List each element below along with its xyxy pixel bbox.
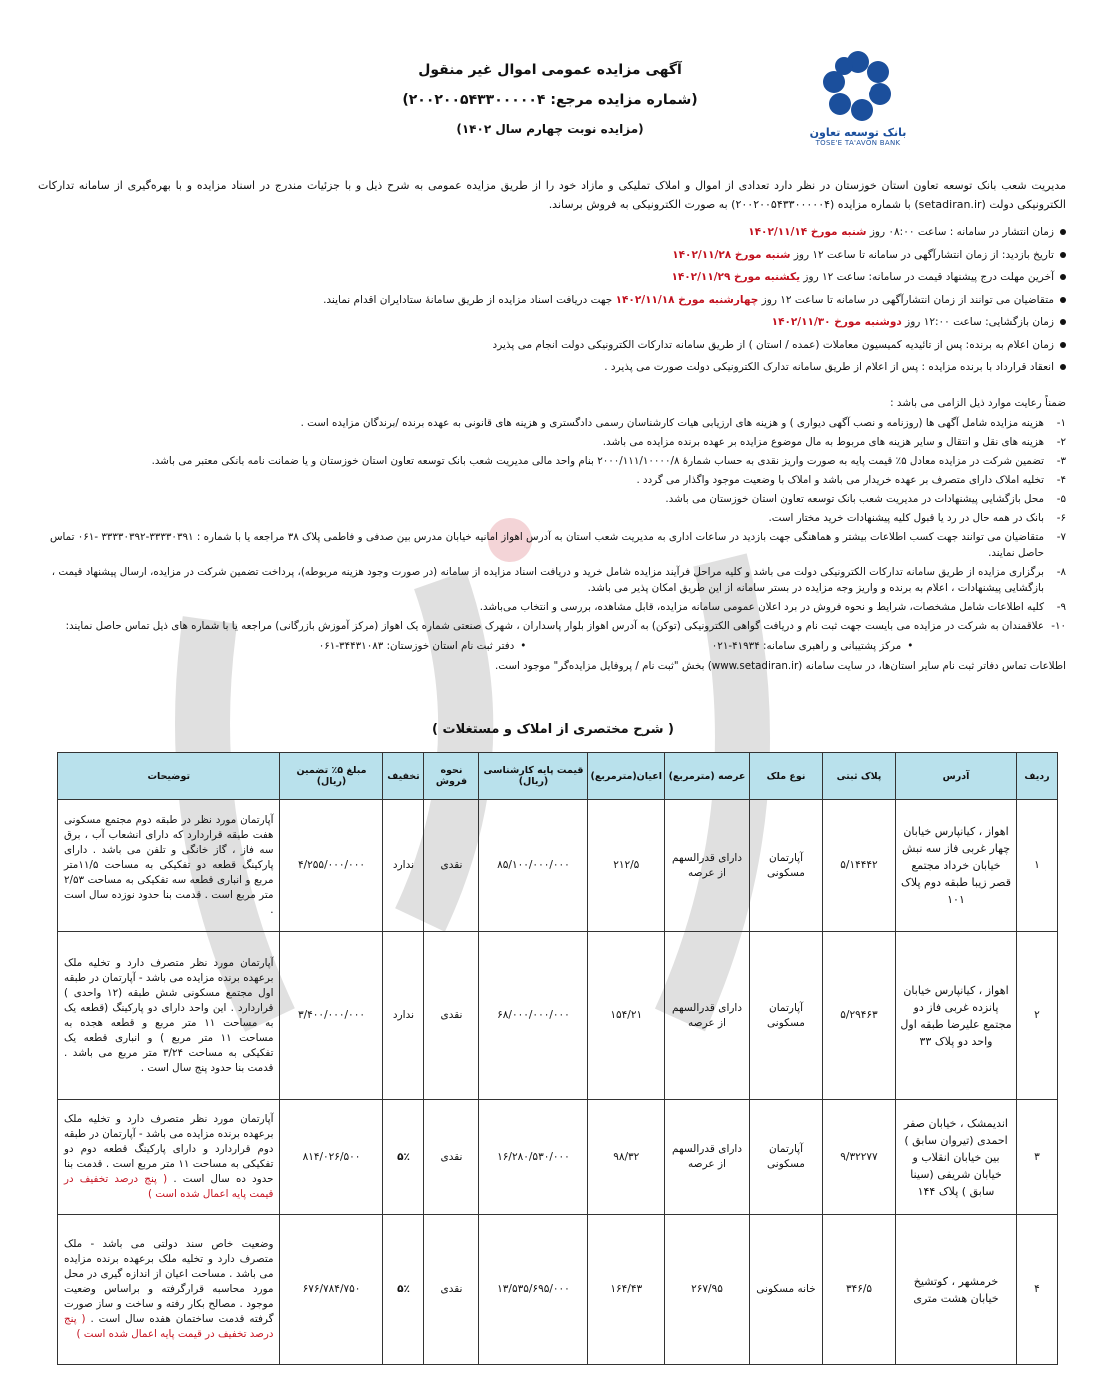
term-number: ۵-	[1056, 493, 1066, 505]
term-text: هزینه مزایده شامل آگهی ها (روزنامه و نصب آگهی دیواری ) و هزینه های ارزیابی هیات کارشناسان رسمی دادگستری و هزینه های قانونی به عهده برنده /برندگان مزایده است .	[300, 417, 1044, 429]
building-cell: ۹۸/۳۲	[588, 1100, 665, 1215]
contact-numbers	[226, 638, 1006, 654]
terms-intro: ضمناً رعایت موارد ذیل الزامی می باشد :	[890, 397, 1066, 409]
term-item	[38, 564, 1066, 596]
col-base-price: قیمت پایه کارشناسی (ریال)	[479, 753, 588, 800]
schedule-date: شنبه مورخ ۱۴۰۲/۱۱/۲۸	[672, 248, 791, 261]
bank-name-fa: بانک توسعه تعاون	[809, 126, 907, 139]
schedule-date: شنبه مورخ ۱۴۰۲/۱۱/۱۴	[748, 226, 867, 238]
term-number: ۹-	[1056, 601, 1066, 613]
plaque-cell: ۹/۳۲۲۷۷	[823, 1100, 896, 1215]
base-price-cell: ۸۵/۱۰۰/۰۰۰/۰۰۰	[479, 800, 588, 932]
discount-cell: ندارد	[383, 800, 424, 932]
row-number: ۱	[1017, 800, 1058, 932]
schedule-item	[38, 266, 1066, 289]
building-cell: ۱۶۴/۴۳	[588, 1215, 665, 1365]
col-row: ردیف	[1017, 753, 1058, 800]
term-text: متقاضیان می توانند جهت کسب اطلاعات بیشتر و هماهنگی جهت بازدید در ساعات اداری به مدیریت شعب استان به آدرس اهواز امانیه خیابان مدرس بین صدفی و فاطمی پلاک ۳۸ مراجعه یا با شماره : ۳۳۳۳۰۳۹۱-۳۳۳۳۰۳۹۲ -۰۶۱ تماس حاصل نمایند.	[49, 531, 1044, 559]
row-number: ۳	[1017, 1100, 1058, 1215]
address-cell: اندیمشک ، خیابان صفر احمدی (تیروان سابق ) بین خیابان انقلاب و خیابان شریفی (سینا سابق ) پلاک ۱۴۴	[896, 1100, 1017, 1215]
discount-note: ( پنج درصد تخفیف در قیمت پایه اعمال شده است )	[64, 1173, 274, 1200]
schedule-text: متقاضیان می توانند از زمان انتشارآگهی در سامانه تا ساعت ۱۲ روز	[761, 293, 1054, 306]
description-cell	[58, 800, 280, 932]
bank-logo	[808, 48, 908, 147]
col-building: اعیان(مترمربع)	[588, 753, 665, 800]
term-text: بانک در همه حال در رد یا قبول کلیه پیشنهادات خرید مختار است.	[768, 512, 1044, 524]
discount-cell: ۵٪	[383, 1215, 424, 1365]
building-cell: ۱۵۴/۲۱	[588, 932, 665, 1100]
bullet-icon	[1060, 297, 1066, 303]
table-row	[58, 1100, 1058, 1215]
schedule-item	[38, 289, 1066, 312]
sale-cell: نقدی	[424, 932, 479, 1100]
term-item	[38, 618, 1066, 634]
guarantee-cell: ۳/۴۰۰/۰۰۰/۰۰۰	[280, 932, 383, 1100]
row-number: ۲	[1017, 932, 1058, 1100]
description-text: وضعیت خاص سند دولتی می باشد - ملک متصرف دارد و تخلیه ملک برعهده برنده مزایده می باشد . مساحت اعیان از اندازه گیری در محل مورد محاسبه قرارگرفته و براساس وضعیت موجود . مصالح بکار رفته و ساخت و ساز صورت گرفته قدمت ساختمان هفده سال است .	[64, 1238, 274, 1325]
flower-logo-icon	[820, 48, 896, 124]
terms-list	[38, 395, 1066, 674]
description-text: آپارتمان مورد نظر متصرف دارد و تخلیه ملک برعهده برنده مزایده می باشد - آپارتمان در طبقه دوم قراردارد و دارای پارکینگ قطعه دوم دو تفکیکی به مساحت ۱۱ متر مربع است . قدمت بنا حدود ده سال است .	[64, 1113, 274, 1185]
notice-title: آگهی مزایده عمومی اموال غیر منقول	[418, 62, 682, 78]
schedule-item	[38, 221, 1066, 244]
schedule-text: زمان بازگشایی: ساعت ۱۲:۰۰ روز	[905, 316, 1054, 328]
col-sale: نحوه فروش	[424, 753, 479, 800]
description-cell	[58, 1215, 280, 1365]
term-item	[38, 529, 1066, 561]
schedule-item	[38, 244, 1066, 267]
schedule-date: یکشنبه مورخ ۱۴۰۲/۱۱/۲۹	[671, 271, 801, 283]
plaque-cell: ۵/۲۹۴۶۳	[823, 932, 896, 1100]
schedule-list	[38, 221, 1066, 379]
col-guarantee: مبلغ ۵٪ تضمین (ریال)	[280, 753, 383, 800]
bullet-icon	[1060, 364, 1066, 370]
row-number: ۴	[1017, 1215, 1058, 1365]
term-number: ۷-	[1056, 531, 1066, 543]
term-item	[38, 434, 1066, 450]
bullet-icon	[1060, 274, 1066, 280]
sale-cell: نقدی	[424, 1100, 479, 1215]
intro-paragraph: مدیریت شعب بانک توسعه تعاون استان خوزستان در نظر دارد تعدادی از اموال و املاک تملیکی و مازاد خود را از طریق مزایده عمومی به شرح ذیل و با جزئیات مندرج در اسناد مزایده و با بهره‌گیری از سامانه تدارکات الکترونیکی دولت (setadiran.ir) با شماره مزایده (۲۰۰۲۰۰۵۴۳۳۰۰۰۰۰۴) به صورت الکترونیکی به فروش برساند.	[38, 179, 1066, 211]
building-cell: ۲۱۲/۵	[588, 800, 665, 932]
land-cell: دارای قدرالسهم از عرصه	[665, 1100, 750, 1215]
term-item	[38, 510, 1066, 526]
schedule-date: دوشنبه مورخ ۱۴۰۲/۱۱/۳۰	[771, 316, 902, 328]
sale-cell: نقدی	[424, 1215, 479, 1365]
term-text: کلیه اطلاعات شامل مشخصات، شرایط و نحوه فروش در برد اعلان عمومی سامانه مزایده، قابل مشاهده، بررسی و انتخاب می‌باشد.	[479, 601, 1044, 613]
schedule-item	[38, 311, 1066, 334]
description-text: آپارتمان مورد نظر متصرف دارد و تخلیه ملک برعهده برنده مزایده می باشد - آپارتمان در طبقه اول مجتمع مسکونی شش طبقه (۱۲ واحدی ) قراردارد . این واحد دارای دو پارکینگ (قطعه یک به مساحت ۱۱ متر مربع و قطعه هجده به مساحت ۱۱ متر مربع ) و انباری قطعه یک تفکیکی به مساحت ۳/۲۴ متر مربع می باشد . قدمت بنا حدود پنج سال است .	[64, 956, 274, 1074]
table-row	[58, 1215, 1058, 1365]
term-text: علاقمندان به شرکت در مزایده می بایست جهت ثبت نام و دریافت گواهی الکترونیکی (توکن) به آدرس اهواز بلوار پاسداران ، شهرک صنعتی شماره یک اهواز (مرکز آموزش بازرگانی) مراجعه یا با شماره های ذیل تماس حاصل نمایند:	[65, 620, 1044, 632]
address-cell: اهواز ، کیانپارس خیابان پانزده غربی فاز دو مجتمع علیرضا طبقه اول واحد دو پلاک ۳۳	[896, 932, 1017, 1100]
bullet-icon	[1060, 319, 1066, 325]
notice-header	[330, 62, 770, 136]
term-item	[38, 599, 1066, 615]
col-type: نوع ملک	[750, 753, 823, 800]
term-item	[38, 472, 1066, 488]
col-discount: تخفیف	[383, 753, 424, 800]
reference-number: (شماره مزایده مرجع: ۲۰۰۲۰۰۵۴۳۳۰۰۰۰۰۴)	[402, 92, 698, 108]
term-number: ۲-	[1056, 436, 1066, 448]
address-cell: خرمشهر ، کوتشیخ خیابان هشت متری	[896, 1215, 1017, 1365]
col-address: آدرس	[896, 753, 1017, 800]
term-item	[38, 453, 1066, 469]
base-price-cell: ۱۳/۵۳۵/۶۹۵/۰۰۰	[479, 1215, 588, 1365]
col-plaque: پلاک ثبتی	[823, 753, 896, 800]
type-cell: آپارتمان مسکونی	[750, 1100, 823, 1215]
term-number: ۱-	[1056, 417, 1066, 429]
schedule-item	[38, 334, 1066, 357]
term-text: برگزاری مزایده از طریق سامانه تدارکات الکترونیکی دولت می باشد و کلیه مراحل فرآیند مزایده شامل خرید و دریافت اسناد مزایده از سامانه (در صورت وجود هزینه مربوطه)، پرداخت تضمین شرکت در مزایده، ارسال پیشنهاد قیمت ، بازگشایی پیشنهادات ، اعلام به برنده و واریز وجه مزایده در بستر سامانه از این طریق امکان پذیر می باشد.	[51, 566, 1044, 594]
support-contact: • مرکز پشتیبانی و راهبری سامانه: ۴۱۹۳۴-۰۲۱	[712, 638, 914, 654]
schedule-text: تاریخ بازدید: از زمان انتشارآگهی در سامانه تا ساعت ۱۲ روز	[793, 248, 1054, 261]
description-text: آپارتمان مورد نظر در طبقه دوم مجتمع مسکونی هفت طبقه قراردارد که دارای انشعاب آب ، برق سه فاز ، گاز خانگی و تلفن می باشد . دارای پارکینگ قطعه دو تفکیکی به مساحت ۱۱/۵متر مربع و انباری قطعه سه تفکیکی به مساحت ۲/۵۳ متر مربع است . قدمت بنا حدود نوزده سال است .	[64, 814, 274, 916]
table-row	[58, 932, 1058, 1100]
other-offices-note: اطلاعات تماس دفاتر ثبت نام سایر استان‌ها، در سایت سامانه (www.setadiran.ir) بخش "ثبت نام / پروفایل مزایده‌گر" موجود است.	[495, 660, 1066, 672]
sale-cell: نقدی	[424, 800, 479, 932]
land-cell: دارای قدرالسهم از عرصه	[665, 800, 750, 932]
term-text: تخلیه املاک دارای متصرف بر عهده خریدار می باشد و املاک با وضعیت موجود واگذار می گردد .	[636, 474, 1044, 486]
guarantee-cell: ۶۷۶/۷۸۴/۷۵۰	[280, 1215, 383, 1365]
type-cell: آپارتمان مسکونی	[750, 932, 823, 1100]
term-text: هزینه های نقل و انتقال و سایر هزینه های مربوط به مال موضوع مزایده بر عهده برنده مزایده می باشد.	[602, 436, 1044, 448]
bullet-icon	[1060, 342, 1066, 348]
description-cell	[58, 932, 280, 1100]
discount-note: ( پنج درصد تخفیف در قیمت پایه اعمال شده است )	[64, 1313, 274, 1340]
bank-name-en: TOSE'E TA'AVON BANK	[815, 139, 901, 147]
term-number: ۴-	[1056, 474, 1066, 486]
type-cell: آپارتمان مسکونی	[750, 800, 823, 932]
bullet-icon	[1060, 252, 1066, 258]
summary-title: ( شرح مختصری از املاک و مستغلات )	[432, 722, 674, 737]
discount-cell: ۵٪	[383, 1100, 424, 1215]
col-description: توضیحات	[58, 753, 280, 800]
schedule-text: زمان اعلام به برنده: پس از تائیدیه کمیسیون معاملات (عمده / استان ) از طریق سامانه تدارکات الکترونیکی دولت انجام می پذیرد	[492, 338, 1054, 351]
land-cell: دارای قدرالسهم از عرصه	[665, 932, 750, 1100]
term-number: ۸-	[1056, 566, 1066, 578]
bullet-icon	[1060, 229, 1066, 235]
guarantee-cell: ۸۱۴/۰۲۶/۵۰۰	[280, 1100, 383, 1215]
term-number: ۳-	[1056, 455, 1066, 467]
term-text: محل بازگشایی پیشنهادات در مدیریت شعب بانک توسعه تعاون استان خوزستان می باشد.	[665, 493, 1044, 505]
term-item	[38, 415, 1066, 431]
address-cell: اهواز ، کیانپارس خیابان چهار غربی فاز سه نبش خیابان خرداد مجتمع قصر زیبا طبقه دوم پلاک ۱۰۱	[896, 800, 1017, 932]
term-number: ۶-	[1056, 512, 1066, 524]
schedule-text: زمان انتشار در سامانه : ساعت ۰۸:۰۰ روز	[869, 226, 1054, 238]
col-land: عرصه (مترمربع)	[665, 753, 750, 800]
guarantee-cell: ۴/۲۵۵/۰۰۰/۰۰۰	[280, 800, 383, 932]
term-item	[38, 491, 1066, 507]
term-text: تضمین شرکت در مزایده معادل ۵٪ قیمت پایه به صورت واریز نقدی به حساب شمارهٔ ۲۰۰۰/۱۱۱/۱۰۰۰۰/۸ بنام واحد مالی مدیریت شعب بانک توسعه تعاون استان خوزستان و یا ضمانت نامه بانکی معتبر می باشد.	[151, 455, 1044, 467]
description-cell	[58, 1100, 280, 1215]
table-row	[58, 800, 1058, 932]
plaque-cell: ۳۴۶/۵	[823, 1215, 896, 1365]
schedule-date: چهارشنبه مورخ ۱۴۰۲/۱۱/۱۸	[615, 293, 759, 306]
properties-table	[57, 752, 1058, 1365]
discount-cell: ندارد	[383, 932, 424, 1100]
schedule-suffix: جهت دریافت اسناد مزایده از طریق سامانهٔ ستادایران اقدام نمایند.	[323, 293, 613, 306]
table-header-row	[58, 753, 1058, 800]
plaque-cell: ۵/۱۴۴۴۲	[823, 800, 896, 932]
auction-round: (مزایده نوبت چهارم سال ۱۴۰۲)	[456, 122, 644, 136]
land-cell: ۲۶۷/۹۵	[665, 1215, 750, 1365]
schedule-text: انعقاد قرارداد با برنده مزایده : پس از اعلام از طریق سامانه تدارک الکترونیکی دولت صورت می پذیرد .	[604, 361, 1054, 373]
type-cell: خانه مسکونی	[750, 1215, 823, 1365]
base-price-cell: ۱۶/۲۸۰/۵۳۰/۰۰۰	[479, 1100, 588, 1215]
schedule-item	[38, 356, 1066, 379]
term-number: ۱۰-	[1051, 620, 1066, 632]
khuzestan-office-contact: • دفتر ثبت نام استان خوزستان: ۳۴۴۳۱۰۸۳-۰۶۱	[319, 638, 527, 654]
schedule-text: آخرین مهلت درج پیشنهاد قیمت در سامانه: ساعت ۱۲ روز	[803, 271, 1054, 283]
base-price-cell: ۶۸/۰۰۰/۰۰۰/۰۰۰	[479, 932, 588, 1100]
